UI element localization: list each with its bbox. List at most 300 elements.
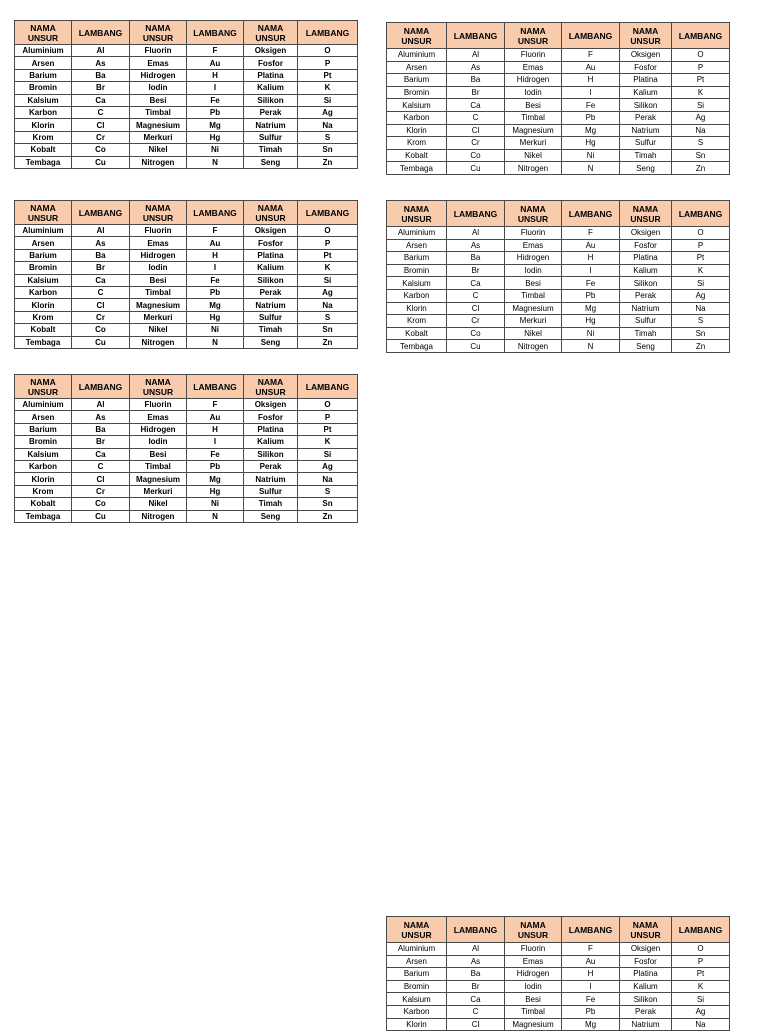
element-name-cell: Besi <box>130 94 187 106</box>
element-symbol-cell: Si <box>672 993 730 1006</box>
element-symbol-cell: Pt <box>672 74 730 87</box>
element-name-cell: Aluminium <box>15 45 72 57</box>
header-nama-unsur: NAMA UNSUR <box>244 201 298 225</box>
element-name-cell: Klorin <box>15 299 72 311</box>
element-symbol-cell: Zn <box>298 510 358 522</box>
table-row <box>15 262 358 274</box>
table-row <box>387 86 730 99</box>
table-row <box>387 993 730 1006</box>
table-row <box>15 69 358 81</box>
element-symbol-cell: Ba <box>447 968 505 981</box>
element-name-cell: Timbal <box>505 289 562 302</box>
table-header-row <box>15 201 358 225</box>
table-row <box>15 423 358 435</box>
element-name-cell: Magnesium <box>130 119 187 131</box>
header-nama-unsur: NAMA UNSUR <box>387 201 447 227</box>
element-symbol-cell: K <box>672 264 730 277</box>
element-name-cell: Arsen <box>15 411 72 423</box>
table-row <box>15 131 358 143</box>
element-name-cell: Besi <box>130 448 187 460</box>
element-symbol-cell: F <box>187 399 244 411</box>
header-lambang: LAMBANG <box>672 201 730 227</box>
table-row <box>387 137 730 150</box>
element-name-cell: Silikon <box>620 993 672 1006</box>
table-row <box>387 968 730 981</box>
element-name-cell: Iodin <box>130 82 187 94</box>
element-name-cell: Klorin <box>387 302 447 315</box>
element-name-cell: Karbon <box>15 460 72 472</box>
element-symbol-cell: Sn <box>672 149 730 162</box>
table-row <box>15 498 358 510</box>
element-symbol-cell: Pt <box>298 69 358 81</box>
element-name-cell: Besi <box>505 277 562 290</box>
element-symbol-cell: Sn <box>672 327 730 340</box>
element-name-cell: Natrium <box>244 119 298 131</box>
table-header-row <box>15 21 358 45</box>
element-name-cell: Kalium <box>244 436 298 448</box>
element-symbol-cell: O <box>672 227 730 240</box>
element-name-cell: Natrium <box>244 473 298 485</box>
element-name-cell: Kobalt <box>387 327 447 340</box>
header-lambang: LAMBANG <box>72 21 130 45</box>
element-name-cell: Perak <box>244 286 298 298</box>
element-symbol-cell: Au <box>562 239 620 252</box>
table-row <box>15 399 358 411</box>
element-symbol-cell: P <box>672 239 730 252</box>
element-symbol-cell: Br <box>447 980 505 993</box>
element-symbol-cell: Al <box>447 227 505 240</box>
element-name-cell: Sulfur <box>244 131 298 143</box>
element-name-cell: Oksigen <box>620 49 672 62</box>
element-symbol-cell: O <box>298 225 358 237</box>
element-symbol-cell: Cr <box>72 131 130 143</box>
element-name-cell: Nitrogen <box>130 510 187 522</box>
table-row <box>15 473 358 485</box>
element-name-cell: Seng <box>620 162 672 175</box>
element-name-cell: Hidrogen <box>505 252 562 265</box>
element-name-cell: Nikel <box>130 144 187 156</box>
element-name-cell: Silikon <box>244 94 298 106</box>
element-symbol-cell: Fe <box>187 274 244 286</box>
element-symbol-cell: Pb <box>187 286 244 298</box>
element-name-cell: Kobalt <box>15 498 72 510</box>
header-lambang: LAMBANG <box>298 201 358 225</box>
element-symbol-cell: N <box>562 162 620 175</box>
element-name-cell: Natrium <box>620 124 672 137</box>
table-row <box>15 510 358 522</box>
element-name-cell: Sulfur <box>244 311 298 323</box>
table-row <box>387 302 730 315</box>
table-row <box>15 411 358 423</box>
element-symbol-cell: N <box>187 336 244 348</box>
element-symbol-cell: Br <box>447 264 505 277</box>
element-name-cell: Merkuri <box>130 485 187 497</box>
element-symbol-cell: I <box>187 82 244 94</box>
element-symbol-cell: Ag <box>298 286 358 298</box>
element-name-cell: Kalium <box>620 86 672 99</box>
element-symbol-cell: Pt <box>298 423 358 435</box>
element-symbol-cell: As <box>72 237 130 249</box>
element-name-cell: Fluorin <box>505 49 562 62</box>
element-name-cell: Hidrogen <box>130 249 187 261</box>
element-name-cell: Karbon <box>387 289 447 302</box>
table-row <box>15 119 358 131</box>
header-lambang: LAMBANG <box>187 375 244 399</box>
element-name-cell: Klorin <box>15 473 72 485</box>
element-name-cell: Merkuri <box>130 311 187 323</box>
table-row <box>15 274 358 286</box>
element-symbol-cell: Na <box>672 302 730 315</box>
element-name-cell: Magnesium <box>505 124 562 137</box>
element-symbol-cell: Mg <box>562 1018 620 1031</box>
header-lambang: LAMBANG <box>72 201 130 225</box>
element-symbol-cell: Ca <box>72 274 130 286</box>
element-symbol-cell: Cu <box>72 156 130 168</box>
element-symbol-cell: Ba <box>72 423 130 435</box>
table-row <box>387 1005 730 1018</box>
element-symbol-cell: Pt <box>672 252 730 265</box>
element-name-cell: Fluorin <box>130 45 187 57</box>
element-name-cell: Platina <box>620 74 672 87</box>
element-symbol-cell: Br <box>72 82 130 94</box>
element-symbol-cell: Ba <box>72 249 130 261</box>
element-name-cell: Fosfor <box>620 239 672 252</box>
element-symbol-cell: Ba <box>72 69 130 81</box>
element-symbol-cell: Na <box>298 119 358 131</box>
element-name-cell: Magnesium <box>505 302 562 315</box>
element-name-cell: Bromin <box>15 436 72 448</box>
table-row <box>387 980 730 993</box>
element-symbol-cell: S <box>298 311 358 323</box>
element-name-cell: Oksigen <box>620 227 672 240</box>
element-symbol-cell: Ca <box>72 94 130 106</box>
table-row <box>387 252 730 265</box>
header-lambang: LAMBANG <box>447 23 505 49</box>
header-nama-unsur: NAMA UNSUR <box>15 201 72 225</box>
table-row <box>387 49 730 62</box>
element-symbol-cell: Co <box>72 144 130 156</box>
element-symbol-cell: Zn <box>672 340 730 353</box>
element-name-cell: Timah <box>244 498 298 510</box>
element-symbol-cell: As <box>447 61 505 74</box>
element-symbol-cell: Br <box>72 262 130 274</box>
table-row <box>15 144 358 156</box>
element-name-cell: Kobalt <box>387 149 447 162</box>
header-nama-unsur: NAMA UNSUR <box>505 201 562 227</box>
element-name-cell: Barium <box>15 69 72 81</box>
element-symbol-cell: Cu <box>72 510 130 522</box>
element-symbol-cell: Zn <box>672 162 730 175</box>
element-symbol-cell: H <box>187 69 244 81</box>
element-name-cell: Tembaga <box>387 340 447 353</box>
element-symbol-cell: Ag <box>672 289 730 302</box>
element-symbol-cell: Cl <box>447 302 505 315</box>
element-symbol-cell: Cl <box>447 124 505 137</box>
element-name-cell: Emas <box>130 237 187 249</box>
element-symbol-cell: Pb <box>562 289 620 302</box>
element-name-cell: Magnesium <box>130 299 187 311</box>
element-symbol-cell: Ni <box>187 324 244 336</box>
element-symbol-cell: Ag <box>672 111 730 124</box>
header-lambang: LAMBANG <box>672 917 730 943</box>
element-symbol-cell: P <box>672 61 730 74</box>
element-symbol-cell: Cu <box>447 162 505 175</box>
element-symbol-cell: Pb <box>187 106 244 118</box>
element-name-cell: Platina <box>244 249 298 261</box>
table-row <box>15 436 358 448</box>
element-symbol-cell: Cl <box>447 1018 505 1031</box>
element-name-cell: Timbal <box>130 106 187 118</box>
element-symbol-cell: Ag <box>672 1005 730 1018</box>
table-row <box>387 340 730 353</box>
element-symbol-cell: S <box>672 137 730 150</box>
element-symbol-cell: C <box>72 106 130 118</box>
element-symbol-cell: Pb <box>562 1005 620 1018</box>
element-name-cell: Timbal <box>130 286 187 298</box>
element-symbol-cell: N <box>562 340 620 353</box>
element-symbol-cell: P <box>298 57 358 69</box>
header-nama-unsur: NAMA UNSUR <box>505 23 562 49</box>
element-name-cell: Timah <box>620 149 672 162</box>
element-symbol-cell: O <box>672 943 730 956</box>
element-name-cell: Karbon <box>387 1005 447 1018</box>
element-name-cell: Timbal <box>505 1005 562 1018</box>
element-symbol-cell: Br <box>447 86 505 99</box>
element-symbol-cell: Pt <box>672 968 730 981</box>
element-name-cell: Krom <box>387 315 447 328</box>
element-symbol-cell: C <box>447 1005 505 1018</box>
table-row <box>387 124 730 137</box>
element-name-cell: Bromin <box>387 980 447 993</box>
table-header-row <box>387 917 730 943</box>
element-name-cell: Iodin <box>505 86 562 99</box>
element-name-cell: Krom <box>15 311 72 323</box>
element-symbol-cell: Sn <box>298 498 358 510</box>
element-name-cell: Merkuri <box>130 131 187 143</box>
element-name-cell: Silikon <box>244 274 298 286</box>
element-name-cell: Oksigen <box>244 45 298 57</box>
element-symbol-cell: Au <box>187 237 244 249</box>
element-symbol-cell: P <box>672 955 730 968</box>
element-name-cell: Aluminium <box>15 225 72 237</box>
element-name-cell: Oksigen <box>620 943 672 956</box>
header-nama-unsur: NAMA UNSUR <box>620 23 672 49</box>
element-symbol-cell: Mg <box>562 124 620 137</box>
element-symbol-cell: Co <box>447 327 505 340</box>
element-symbol-cell: Ag <box>298 460 358 472</box>
element-symbol-cell: H <box>187 423 244 435</box>
element-name-cell: Seng <box>244 510 298 522</box>
element-name-cell: Perak <box>620 1005 672 1018</box>
element-symbol-cell: Ca <box>447 277 505 290</box>
table-row <box>387 74 730 87</box>
element-symbol-table <box>386 200 730 353</box>
table-row <box>387 289 730 302</box>
element-symbol-cell: H <box>562 74 620 87</box>
element-name-cell: Timbal <box>130 460 187 472</box>
element-name-cell: Timah <box>244 144 298 156</box>
element-symbol-cell: K <box>298 262 358 274</box>
element-symbol-cell: Cl <box>72 473 130 485</box>
element-symbol-cell: P <box>298 237 358 249</box>
element-name-cell: Nitrogen <box>130 156 187 168</box>
element-name-cell: Nikel <box>130 498 187 510</box>
header-nama-unsur: NAMA UNSUR <box>244 21 298 45</box>
element-name-cell: Seng <box>244 156 298 168</box>
element-name-cell: Oksigen <box>244 399 298 411</box>
table-row <box>387 1018 730 1031</box>
element-symbol-cell: I <box>187 262 244 274</box>
element-symbol-cell: Hg <box>187 485 244 497</box>
element-name-cell: Klorin <box>387 124 447 137</box>
element-symbol-table <box>14 374 358 523</box>
element-name-cell: Arsen <box>15 237 72 249</box>
element-symbol-cell: Ca <box>447 993 505 1006</box>
element-symbol-cell: Pt <box>298 249 358 261</box>
element-name-cell: Silikon <box>620 277 672 290</box>
element-symbol-cell: O <box>672 49 730 62</box>
table-row <box>15 249 358 261</box>
element-name-cell: Tembaga <box>15 156 72 168</box>
element-name-cell: Kalium <box>620 264 672 277</box>
element-name-cell: Iodin <box>130 436 187 448</box>
element-name-cell: Fluorin <box>505 943 562 956</box>
element-symbol-cell: C <box>447 111 505 124</box>
element-symbol-cell: Al <box>447 943 505 956</box>
table-row <box>387 149 730 162</box>
element-name-cell: Hidrogen <box>505 968 562 981</box>
element-name-cell: Hidrogen <box>130 69 187 81</box>
element-symbol-cell: Mg <box>187 119 244 131</box>
table-row <box>15 485 358 497</box>
element-symbol-cell: Sn <box>298 144 358 156</box>
element-symbol-cell: Zn <box>298 156 358 168</box>
element-name-cell: Kalsium <box>387 99 447 112</box>
element-symbol-cell: Pb <box>562 111 620 124</box>
element-name-cell: Magnesium <box>130 473 187 485</box>
table-row <box>15 299 358 311</box>
table-row <box>15 225 358 237</box>
table-header-row <box>387 201 730 227</box>
table-row <box>387 162 730 175</box>
table-row <box>387 227 730 240</box>
element-symbol-table <box>14 20 358 169</box>
element-name-cell: Tembaga <box>15 510 72 522</box>
element-name-cell: Silikon <box>244 448 298 460</box>
header-lambang: LAMBANG <box>672 23 730 49</box>
element-symbol-cell: Na <box>298 473 358 485</box>
element-symbol-cell: Au <box>187 57 244 69</box>
element-name-cell: Besi <box>130 274 187 286</box>
element-name-cell: Aluminium <box>387 227 447 240</box>
header-lambang: LAMBANG <box>187 21 244 45</box>
element-symbol-cell: Si <box>672 277 730 290</box>
element-name-cell: Arsen <box>387 955 447 968</box>
element-name-cell: Barium <box>15 423 72 435</box>
element-symbol-cell: As <box>447 955 505 968</box>
element-symbol-cell: Ni <box>562 327 620 340</box>
table-row <box>15 237 358 249</box>
element-symbol-cell: K <box>298 82 358 94</box>
element-name-cell: Kalsium <box>387 993 447 1006</box>
element-name-cell: Kalsium <box>387 277 447 290</box>
element-symbol-cell: Co <box>72 324 130 336</box>
element-symbol-cell: Al <box>72 45 130 57</box>
element-symbol-cell: S <box>298 131 358 143</box>
element-name-cell: Arsen <box>387 239 447 252</box>
element-symbol-cell: Si <box>298 274 358 286</box>
header-nama-unsur: NAMA UNSUR <box>130 375 187 399</box>
element-name-cell: Fosfor <box>244 411 298 423</box>
element-symbol-cell: Au <box>562 61 620 74</box>
element-name-cell: Barium <box>387 968 447 981</box>
header-nama-unsur: NAMA UNSUR <box>620 201 672 227</box>
element-symbol-cell: Ca <box>447 99 505 112</box>
element-symbol-cell: Al <box>72 399 130 411</box>
element-symbol-cell: Cu <box>447 340 505 353</box>
element-name-cell: Nikel <box>505 327 562 340</box>
element-name-cell: Nikel <box>130 324 187 336</box>
element-symbol-cell: S <box>298 485 358 497</box>
element-name-cell: Kalsium <box>15 94 72 106</box>
element-symbol-cell: F <box>562 227 620 240</box>
element-name-cell: Iodin <box>505 980 562 993</box>
element-symbol-cell: Mg <box>187 299 244 311</box>
table-row <box>15 106 358 118</box>
element-symbol-cell: Mg <box>562 302 620 315</box>
element-name-cell: Bromin <box>15 82 72 94</box>
element-name-cell: Bromin <box>387 264 447 277</box>
element-symbol-cell: F <box>562 943 620 956</box>
table-row <box>15 311 358 323</box>
element-name-cell: Krom <box>387 137 447 150</box>
table-row <box>15 57 358 69</box>
element-symbol-cell: Na <box>672 1018 730 1031</box>
element-name-cell: Tembaga <box>387 162 447 175</box>
table-row <box>387 61 730 74</box>
element-name-cell: Klorin <box>15 119 72 131</box>
element-symbol-table <box>14 200 358 349</box>
element-name-cell: Kalium <box>244 82 298 94</box>
element-name-cell: Sulfur <box>244 485 298 497</box>
element-name-cell: Barium <box>15 249 72 261</box>
element-symbol-cell: As <box>72 411 130 423</box>
element-symbol-cell: As <box>447 239 505 252</box>
element-name-cell: Kalsium <box>15 274 72 286</box>
element-name-cell: Silikon <box>620 99 672 112</box>
element-name-cell: Barium <box>387 74 447 87</box>
element-symbol-cell: Fe <box>562 277 620 290</box>
element-symbol-cell: H <box>562 968 620 981</box>
element-name-cell: Kalsium <box>15 448 72 460</box>
header-lambang: LAMBANG <box>562 23 620 49</box>
element-symbol-cell: Si <box>672 99 730 112</box>
element-name-cell: Bromin <box>15 262 72 274</box>
table-row <box>387 239 730 252</box>
element-name-cell: Fluorin <box>505 227 562 240</box>
element-symbol-cell: Fe <box>187 448 244 460</box>
element-name-cell: Platina <box>244 69 298 81</box>
header-lambang: LAMBANG <box>447 917 505 943</box>
element-name-cell: Nikel <box>505 149 562 162</box>
table-header-row <box>15 375 358 399</box>
element-name-cell: Arsen <box>15 57 72 69</box>
element-symbol-cell: Fe <box>187 94 244 106</box>
element-name-cell: Fosfor <box>244 57 298 69</box>
element-symbol-cell: Si <box>298 448 358 460</box>
element-name-cell: Emas <box>505 61 562 74</box>
element-symbol-cell: H <box>562 252 620 265</box>
